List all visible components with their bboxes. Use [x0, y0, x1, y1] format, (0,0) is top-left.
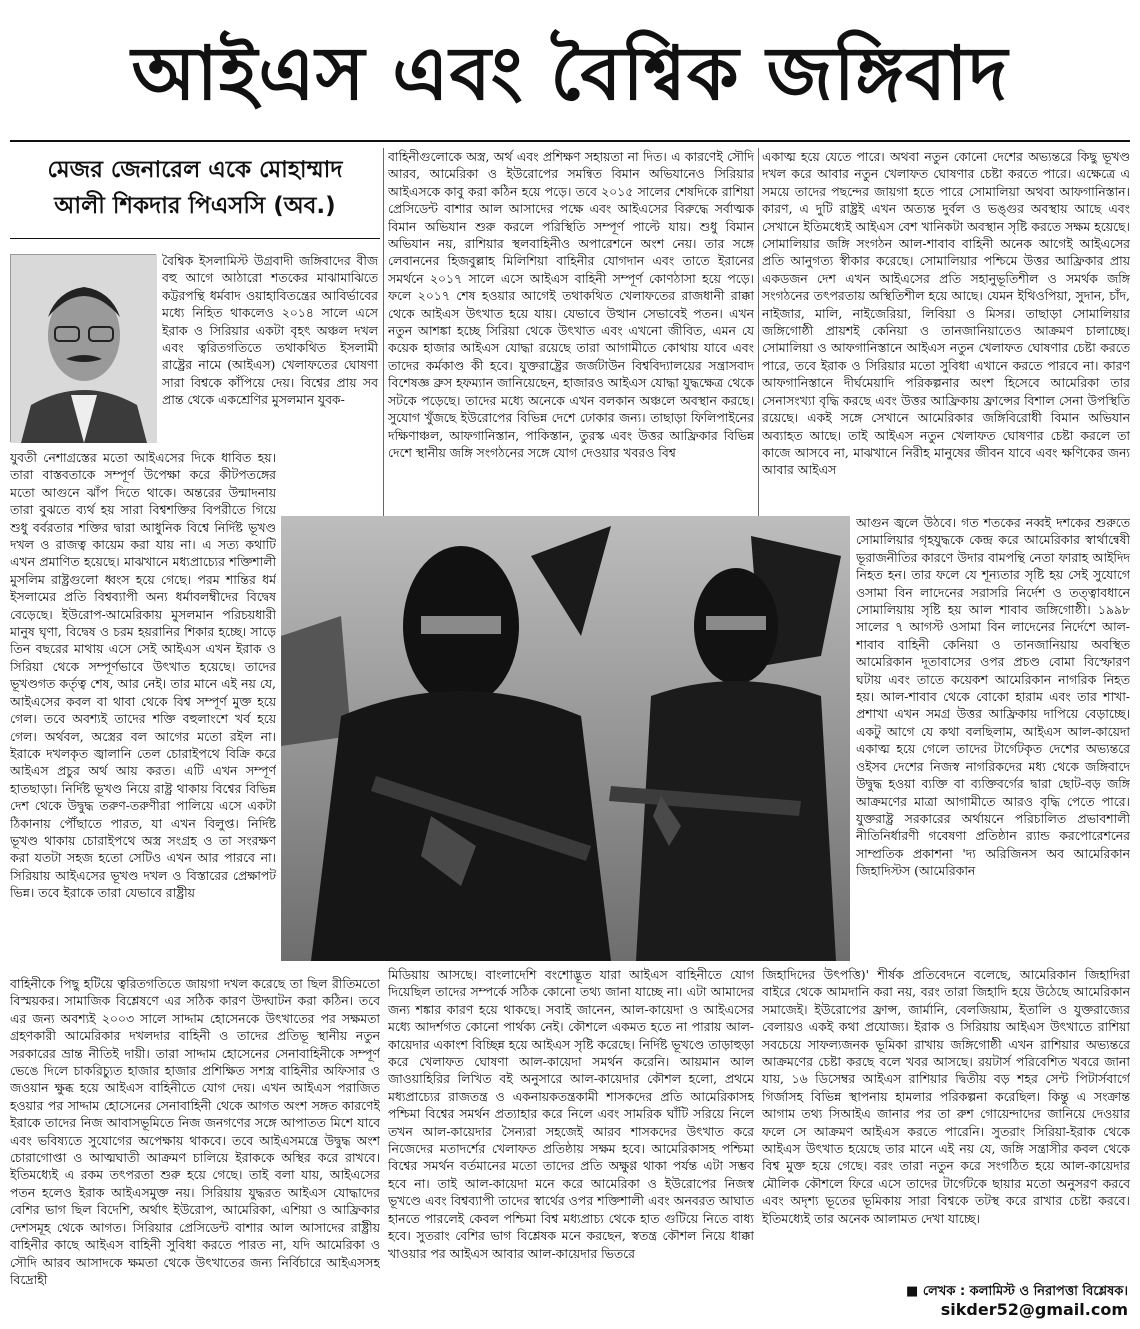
- column-2-bottom: মিডিয়ায় আসছে। বাংলাদেশি বংশোদ্ভূত যারা আইএস বাহিনীতে যোগ দিয়েছিল তাদের সম্পর্কে সঠিক কোনো তথ্য জানা যাচ্ছে না। এটা আমাদের জন্য শঙ্কার কারণ হয়ে থাকছে। সবাই জানেন, আল-কায়েদা ও আইএসের মধ্যে আদর্শগত কোনো পার্থক্য নেই। কৌশলে একমত হতে না পারায় আল-কায়েদার একাংশ বিচ্ছিন্ন হয়ে আইএস সৃষ্টি করেছে। নির্দিষ্ট ভূখণ্ডে তাড়াহুড়া করে খেলাফত ঘোষণা আল-কায়েদা সমর্থন করেনি। আয়মান আল জাওয়াহিরির লিখিত বই অনুসারে আল-কায়েদার কৌশল হলো, প্রথমে মধ্যপ্রাচ্যের রাজতন্ত্র ও একনায়কতন্ত্রকামী শাসকদের প্রতি আমেরিকাসহ পশ্চিমা বিশ্বের সমর্থন প্রত্যাহার করে নিলে এবং সামরিক ঘাঁটি সরিয়ে নিলে তখন আল-কায়েদার সৈন্যরা সহজেই আরব শাসকদের উৎখাত করে নিজেদের মতাদর্শের খেলাফত প্রতিষ্ঠায় সক্ষম হবে। আমেরিকাসহ পশ্চিমা বিশ্বের সমর্থন বর্তমানের মতো তাদের প্রতি অক্ষুণ্ণ থাকা পর্যন্ত এটা সম্ভব হবে না। তাই আল-কায়েদা মনে করে আমেরিকা ও ইউরোপের নিজস্ব ভূখণ্ডে এবং বিশ্বব্যাপী তাদের স্বার্থের ওপর শক্তিশালী এবং অনবরত আঘাত হানতে পারলেই কেবল পশ্চিমা বিশ্ব মধ্যপ্রাচ্য থেকে হাত গুটিয়ে নিতে বাধ্য হবে। সুতরাং বেশির ভাগ বিশ্লেষক মনে করছেন, স্বতন্ত্র কৌশল নিয়ে ধাক্কা খাওয়ার পর আইএস আবার আল-কায়েদার ভিতরে: [388, 967, 754, 1261]
- byline-rule: [10, 238, 380, 239]
- headline-rule: [10, 140, 1130, 142]
- column-divider-1: [383, 148, 384, 516]
- byline-line1: মেজর জেনারেল একে মোহাম্মাদ: [47, 157, 343, 183]
- column-3-mid: আগুন জ্বলে উঠবে। গত শতকের নব্বই দশকের শুরুতে সোমালিয়ার গৃহযুদ্ধকে কেন্দ্র করে আমেরিকার স্বার্থান্বেষী ভূরাজনীতির কারণে উদার বামপন্থি নেতা ফারাহ আইদিদ নিহত হন। তার ফলে যে শূন্যতার সৃষ্টি হয় সেই সুযোগে ওসামা বিন লাদেনের সরাসরি নির্দেশ ও তত্ত্বাবধানে সোমালিয়ায় সৃষ্টি হয় আল শাবাব জঙ্গিগোষ্ঠী। ১৯৯৮ সালের ৭ আগস্ট ওসামা বিন লাদেনের নির্দেশে আল-শাবাব বাহিনী কেনিয়া ও তানজানিয়ায় অবস্থিত আমেরিকান দূতাবাসের ওপর প্রচণ্ড বোমা বিস্ফোরণ ঘটায় এবং তাতে কয়েকশ আমেরিকান নাগরিক নিহত হয়। আল-শাবাব থেকে বোকো হারাম এবং তার শাখা-প্রশাখা এখন সমগ্র উত্তর আফ্রিকায় দাপিয়ে বেড়াচ্ছে। একটু আগে যে কথা বলছিলাম, আইএস আল-কায়েদা একাত্ম হয়ে গেলে তাদের টার্গেটকৃত দেশের অভ্যন্তরে ওইসব দেশের নিজস্ব নাগরিকদের মধ্য থেকে জঙ্গিবাদে উদ্বুদ্ধ হওয়া ব্যক্তি বা ব্যক্তিবর্গের দ্বারা ছোট-বড় জঙ্গি আক্রমণের মাত্রা আগামীতে আরও বৃদ্ধি পেতে পারে। যুক্তরাষ্ট্র সরকারের অর্থায়নে পরিচালিত প্রভাবশালী নীতিনির্ধারণী গবেষণা প্রতিষ্ঠান র‌্যান্ড করপোরেশনের সাম্প্রতিক প্রকাশনা 'দ্য অরিজিনস অব আমেরিকান জিহাদিস্টস (আমেরিকান: [856, 515, 1130, 879]
- author-portrait: [10, 254, 156, 442]
- column-3-bottom: জিহাদিদের উৎপত্তি)' শীর্ষক প্রতিবেদনে বলেছে, আমেরিকান জিহাদিরা বাইরে থেকে আমদানি করা নয়, বরং তারা জিহাদি হয়ে উঠেছে আমেরিকান সমাজেই। ইউরোপের ফ্রান্স, জার্মানি, বেলজিয়াম, ইতালি ও যুক্তরাজ্যের বেলায়ও একই কথা প্রযোজ্য। ইরাক ও সিরিয়ায় আইএস উৎখাতে রাশিয়া সবচেয়ে সাফল্যজনক ভূমিকা রাখায় জঙ্গিগোষ্ঠী এখন রাশিয়ার অভ্যন্তরে আক্রমণের চেষ্টা করছে বলে খবর আসছে। রয়টার্স পরিবেশিত খবরে জানা যায়, ১৬ ডিসেম্বর আইএস রাশিয়ার দ্বিতীয় বড় শহর সেন্ট পিটার্সবার্গে গির্জাসহ বিভিন্ন স্থাপনায় হামলার পরিকল্পনা করেছিল। কিন্তু এ সংক্রান্ত আগাম তথ্য সিআইএ জানার পর তা রুশ গোয়েন্দাদের জানিয়ে দেওয়ার ফলে সে আক্রমণ আইএস করতে পারেনি। সুতরাং সিরিয়া-ইরাক থেকে আইএস উৎখাত হয়েছে তার মানে এই নয় যে, জঙ্গি সন্ত্রাসীর কবল থেকে বিশ্ব মুক্ত হয়ে গেছে। বরং তারা নতুন করে সংগঠিত হয়ে আল-কায়েদার মৌলিক কৌশলে ফিরে এসে তাদের টার্গেটকে ছায়ার মতো অনুসরণ করবে এবং অদৃশ্য ভূতের ভূমিকায় সারা বিশ্বকে তটস্থ করে রাখার চেষ্টা করবে। ইতিমধ্যেই তার অনেক আলামত দেখা যাচ্ছে।: [762, 967, 1130, 1226]
- column-divider-2: [758, 148, 759, 516]
- headline: আইএস এবং বৈশ্বিক জঙ্গিবাদ: [131, 31, 1009, 117]
- column-1-body: যুবতী নেশাগ্রস্তের মতো আইএসের দিকে ধাবিত হয়। তারা বাস্তবতাকে সম্পূর্ণ উপেক্ষা করে কীটপতঙ্গের মতো আগুনে ঝাঁপ দিতে থাকে। অন্তরের উন্মাদনায় তারা বুঝতে ব্যর্থ হয় সারা বিশ্বশক্তির বিপরীতে গিয়ে শুধু বর্বরতার শক্তির দ্বারা আধুনিক বিশ্বে নির্দিষ্ট ভূখণ্ড দখল ও রাজত্ব কায়েম করা যায় না। এ সত্য কথাটি এখন প্রমাণিত হয়েছে। মাঝখানে মধ্যপ্রাচ্যের শক্তিশালী মুসলিম রাষ্ট্রগুলো ধ্বংস হয়ে গেছে। পরম শান্তির ধর্ম ইসলামের প্রতি বিশ্বব্যাপী অন্য ধর্মাবলম্বীদের বিদ্বেষ বেড়েছে। ইউরোপ-আমেরিকায় মুসলমান পরিচয়ধারী মানুষ ঘৃণা, বিদ্বেষ ও চরম হয়রানির শিকার হচ্ছে। সাড়ে তিন বছরের মাথায় এসে সেই আইএস এখন ইরাক ও সিরিয়া থেকে সম্পূর্ণভাবে উৎখাত হয়েছে। তাদের ভূখণ্ডগত কর্তৃত্ব শেষ, আর নেই। তার মানে এই নয় যে, আইএসের কবল বা থাবা থেকে বিশ্ব সম্পূর্ণ মুক্ত হয়ে গেল। তবে অবশ্যই তাদের শক্তি বহুলাংশে খর্ব হয়ে গেল। অর্থবল, অস্ত্রের বল আগের মতো রইল না। ইরাকে দখলকৃত জ্বালানি তেল চোরাইপথে বিক্রি করে আইএস প্রচুর অর্থ আয় করত। এটি এখন সম্পূর্ণ হাতছাড়া। নির্দিষ্ট ভূখণ্ড নিয়ে রাষ্ট্র থাকায় বিশ্বের বিভিন্ন দেশ থেকে উদ্বুদ্ধ তরুণ-তরুণীরা পালিয়ে এসে একটা ঠিকানায় পৌঁছাতে পারত, যা এখন বিলুপ্ত। নির্দিষ্ট ভূখণ্ড থাকায় চোরাইপথে অস্ত্র সংগ্রহ ও তা সংরক্ষণ করা যতটা সহজ হতো সেটিও এখন আর পারবে না। সিরিয়ায় আইএসের ভূখণ্ড দখল ও বিস্তারের প্রেক্ষাপট ভিন্ন। তবে ইরাকে তারা যেভাবে রাষ্ট্রীয়: [10, 450, 276, 901]
- militants-photo: [281, 516, 850, 961]
- column-2-top: বাহিনীগুলোকে অস্ত্র, অর্থ এবং প্রশিক্ষণ সহায়তা না দিত। এ কারণেই সৌদি আরব, আমেরিকা ও ইউরোপের সমন্বিত বিমান অভিযানেও সিরিয়ার আইএসকে কাবু করা কঠিন হয়ে পড়ে। তবে ২০১৫ সালের শেষদিকে রাশিয়া প্রেসিডেন্ট বাশার আল আসাদের পক্ষে এবং আইএসের বিরুদ্ধে সর্বাত্মক বিমান অভিযান শুরু করলে পরিস্থিতি সম্পূর্ণ পাল্টে যায়। শুধু বিমান অভিযান নয়, রাশিয়ার স্থলবাহিনীও অপারেশনে অংশ নেয়। তার সঙ্গে লেবাননের হিজবুল্লাহ মিলিশিয়া বাহিনীর যোগদান এবং তাতে ইরানের সমর্থনে ২০১৭ সালে এসে আইএস বাহিনী সম্পূর্ণ কোণঠাসা হয়ে পড়ে। ফলে ২০১৭ শেষ হওয়ার আগেই তথাকথিত খেলাফতের রাজধানী রাক্কা থেকে আইএস উৎখাত হয়ে যায়। যেভাবে উত্থান সেভাবেই পতন। এখন নতুন আশঙ্কা হচ্ছে সিরিয়া থেকে উৎখাত এবং এখনো জীবিত, এমন যে কয়েক হাজার আইএস যোদ্ধা রয়েছে তারা আগামীতে কোথায় যাবে এবং তাদের কর্মকাণ্ড কী হবে। যুক্তরাষ্ট্রের জর্জটাউন বিশ্ববিদ্যালয়ের সন্ত্রাসবাদ বিশেষজ্ঞ ব্রুস হফম্যান জানিয়েছেন, হাজারও আইএস যোদ্ধা যুদ্ধক্ষেত্র থেকে সটকে পড়েছে। তাদের মধ্যে অনেকে এখন বলকান অঞ্চলে অবস্থান করছে। সুযোগ খুঁজছে ইউরোপের বিভিন্ন দেশে ঢোকার জন্য। তাছাড়া ফিলিপাইনের দক্ষিণাঞ্চল, আফগানিস্তান, পাকিস্তান, তুরস্ক এবং উত্তর আফ্রিকার বিভিন্ন দেশে স্থানীয় জঙ্গি সংগঠনের সঙ্গে যোগ দেওয়ার খবরও বিশ্ব: [388, 149, 754, 460]
- portrait-image: [11, 255, 157, 443]
- byline-line2: আলী শিকদার পিএসসি (অব.): [54, 193, 336, 219]
- author-note: ■ লেখক : কলামিস্ট ও নিরাপত্তা বিশ্লেষক।: [906, 1284, 1128, 1299]
- militants-photo-image: [281, 516, 850, 961]
- column-1-bottom: বাহিনীকে পিছু হটিয়ে ত্বরিতগতিতে জায়গা দখল করেছে তা ছিল রীতিমতো বিস্ময়কর। সামাজিক বিশ্লেষণে এর সঠিক কারণ উদ্ঘাটন করা কঠিন। তবে এর জন্য অবশ্যই ২০০৩ সালে সাদ্দাম হোসেনকে উৎখাতের পর সক্ষমতা গ্রহণকারী আমেরিকার দখলদার বাহিনী ও তাদের প্রতিভূ স্থানীয় নতুন সরকারের ভ্রান্ত নীতিই দায়ী। তারা সাদ্দাম হোসেনের সেনাবাহিনীকে সম্পূর্ণ ভেঙে দিলে চাকরিচ্যুত হাজার হাজার প্রশিক্ষিত সশস্ত্র বাহিনীর অফিসার ও জওয়ান ক্ষুব্ধ হয়ে আইএস বাহিনীতে যোগ দেয়। এখন আইএস পরাজিত হওয়ার পর সাদ্দাম হোসেনের সেনাবাহিনী থেকে আগত অংশ সঙ্গত কারণেই ইরাকে তাদের নিজ আবাসভূমিতে নিজ জনগণের সঙ্গে আপাতত মিশে যাবে এবং ভবিষ্যতে সুযোগের অপেক্ষায় থাকবে। তবে আইএসমন্ত্রে উদ্বুদ্ধ অংশ চোরাগোপ্তা ও আত্মঘাতী আক্রমণ চালিয়ে ইরাককে অস্থির করে রাখবে। ইতিমধ্যেই এ রকম তৎপরতা শুরু হয়ে গেছে। তাই বলা যায়, আইএসের পতন হলেও ইরাক আইএসমুক্ত নয়। সিরিয়ায় যুদ্ধরত আইএস যোদ্ধাদের বেশির ভাগ ছিল বিদেশি, অর্থাৎ ইউরোপ, আমেরিকা, এশিয়া ও আফ্রিকার দেশসমূহ থেকে আগত। সিরিয়ার প্রেসিডেন্ট বাশার আল আসাদের রাষ্ট্রীয় বাহিনীর কাছে আইএস বাহিনী সুবিধা করতে পারত না, যদি আমেরিকা ও সৌদি আরব আসাদকে ক্ষমতা থেকে উৎখাতের জন্য নির্বিচারে আইএসসহ বিদ্রোহী: [10, 976, 380, 1287]
- column-3-top: একাত্ম হয়ে যেতে পারে। অথবা নতুন কোনো দেশের অভ্যন্তরে কিছু ভূখণ্ড দখল করে আবার নতুন খেলাফত ঘোষণার চেষ্টা করতে পারে। এক্ষেত্রে এ সময়ে তাদের পছন্দের জায়গা হতে পারে সোমালিয়া অথবা আফগানিস্তান। কারণ, এ দুটি রাষ্ট্রই এখন অত্যন্ত দুর্বল ও ভঙ্গুর অবস্থায় আছে এবং সেখানে ইতিমধ্যেই আইএস বেশ খানিকটা অবস্থান সৃষ্টি করতে সক্ষম হয়েছে। সোমালিয়ার জঙ্গি সংগঠন আল-শাবাব বাহিনী অনেক আগেই আইএসের প্রতি আনুগত্য স্বীকার করেছে। সোমালিয়ার পশ্চিমে উত্তর আফ্রিকার প্রায় একডজন দেশ এখন আইএসের প্রতি সহানুভূতিশীল ও সমর্থক জঙ্গি সংগঠনের তৎপরতায় অস্থিতিশীল হয়ে আছে। যেমন ইথিওপিয়া, সুদান, চাঁদ, নাইজার, মালি, নাইজেরিয়া, লিবিয়া ও মিসর। তাছাড়া সোমালিয়ার জঙ্গিগোষ্ঠী প্রায়শই কেনিয়া ও তানজানিয়াতেও আক্রমণ চালাচ্ছে। সোমালিয়া ও আফগানিস্তানে আইএস নতুন খেলাফত ঘোষণার চেষ্টা করতে পারে, তবে ইরাক ও সিরিয়ার মতো সুবিধা এখানে করতে পারবে না। কারণ আফগানিস্তানে দীর্ঘমেয়াদি পরিকল্পনার অংশ হিসেবে আমেরিকা তার সেনাসংখ্যা বৃদ্ধি করছে এবং উত্তর আফ্রিকায় ফ্রান্সের বিশাল সেনা উপস্থিতি রয়েছে। একই সঙ্গে সেখানে আমেরিকার জঙ্গিবিরোধী বিমান অভিযান অব্যাহত আছে। তাই আইএস নতুন খেলাফত ঘোষণার চেষ্টা করলে তা কাজে আসবে না, মাঝখানে নিরীহ মানুষের জীবন যাবে এবং ক্ষণিকের জন্য আবার আইএস: [762, 149, 1130, 478]
- byline: [10, 152, 380, 224]
- column-1-top: বৈশ্বিক ইসলামিস্ট উগ্রবাদী জঙ্গিবাদের বীজ বহু আগে আঠারো শতকের মাঝামাঝিতে কট্টরপন্থি ধর্মবাদ ওয়াহাবিতন্ত্রের আবির্ভাবের মধ্যে নিহিত থাকলেও ২০১৪ সালে এসে ইরাক ও সিরিয়ার একটা বৃহৎ অঞ্চল দখল এবং ত্বরিতগতিতে তথাকথিত ইসলামী রাষ্ট্রের নামে (আইএস) খেলাফতের ঘোষণা সারা বিশ্বকে কাঁপিয়ে দেয়। বিশ্বের প্রায় সব প্রান্ত থেকে একশ্রেণির মুসলমান যুবক-: [162, 253, 378, 408]
- author-email[interactable]: sikder52@gmail.com: [940, 1300, 1128, 1319]
